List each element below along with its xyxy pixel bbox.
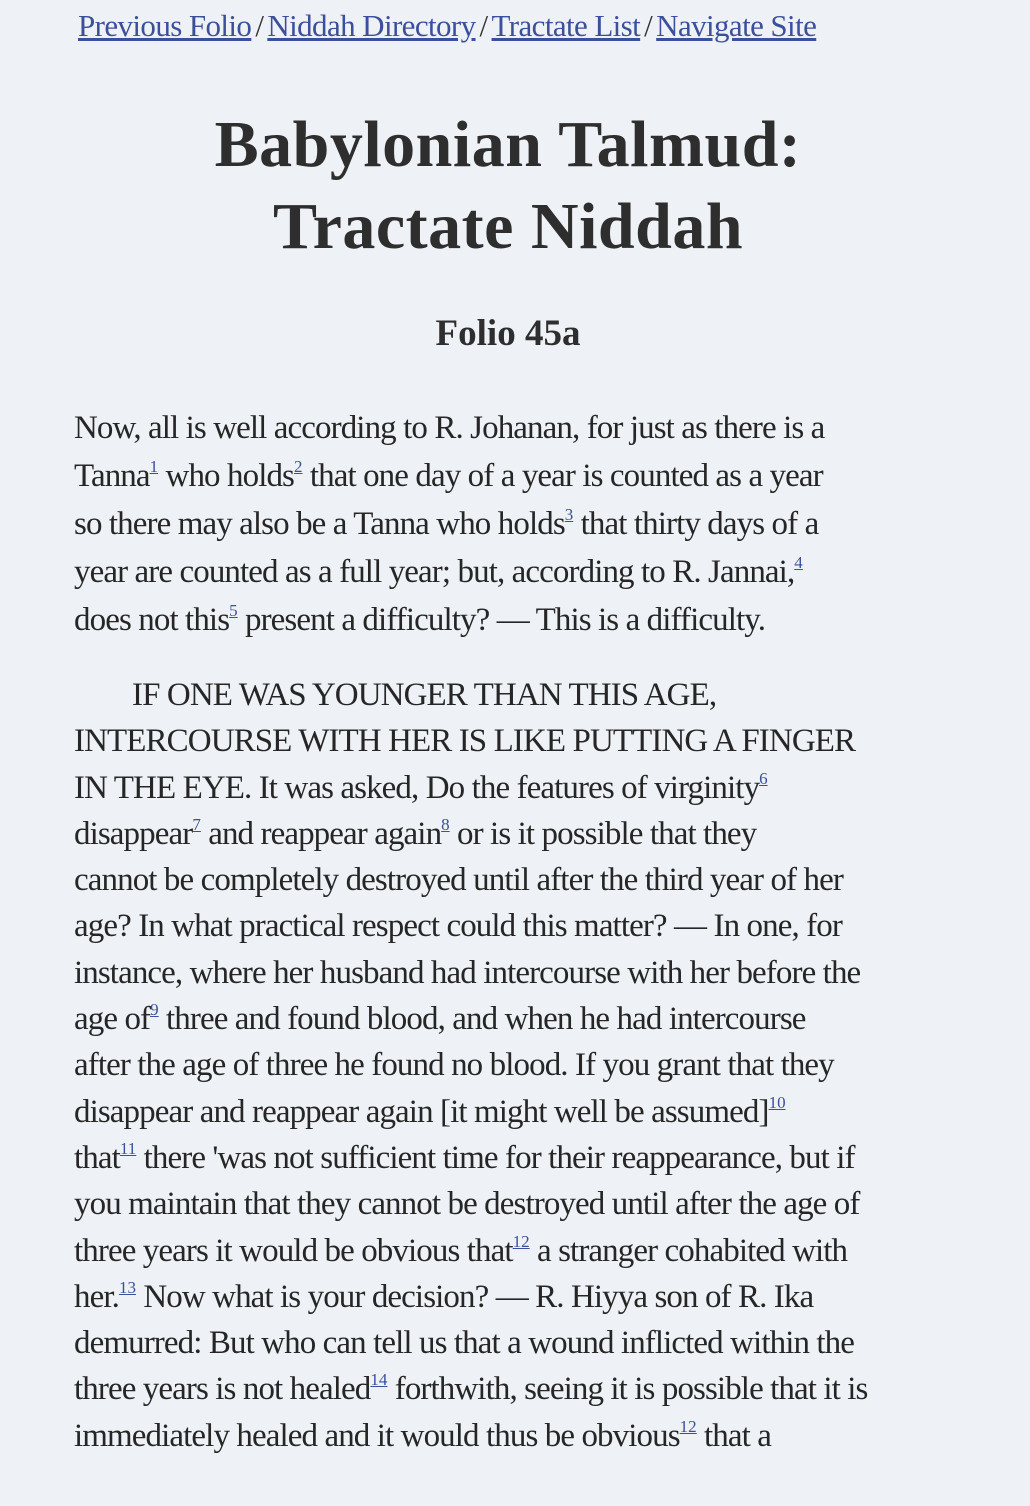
footnote-ref: [794, 553, 803, 572]
footnote-link[interactable]: 5: [229, 601, 238, 620]
text-line: [74, 500, 954, 548]
footnote-ref: [513, 1232, 530, 1251]
footnote-link[interactable]: 7: [192, 814, 201, 834]
text-line: [74, 548, 954, 596]
text-line: [74, 1228, 954, 1274]
text-segment: demurred: But who can tell us that a wound inflicted within the: [74, 1325, 855, 1362]
breadcrumb-nav: [78, 8, 816, 44]
footnote-ref: [150, 1000, 159, 1019]
text-segment: disappear: [74, 815, 193, 852]
text-line: [74, 857, 954, 903]
footnote-ref: [294, 457, 303, 476]
text-line: [74, 996, 954, 1042]
footnote-ref: [759, 769, 768, 788]
footnote-link[interactable]: 11: [119, 1138, 137, 1158]
footnote-ref: [229, 601, 238, 620]
text-line: [74, 1135, 954, 1181]
text-segment: age of: [74, 1001, 151, 1038]
text-segment: so there may also be a Tanna who holds: [74, 506, 565, 542]
footnote-ref: [150, 457, 159, 476]
text-line: [74, 1320, 954, 1366]
nav-separator: /: [479, 8, 488, 43]
text-segment: three years it would be obvious that: [74, 1232, 513, 1269]
text-segment: or is it possible that they: [449, 815, 757, 852]
niddah-directory-link[interactable]: Niddah Directory: [267, 8, 476, 43]
paragraph-2: [74, 672, 954, 1459]
footnote-link[interactable]: 12: [679, 1416, 697, 1436]
folio-heading: Folio 45a: [435, 313, 581, 354]
footnote-link[interactable]: 10: [768, 1092, 786, 1112]
text-line: [74, 1274, 954, 1320]
navigate-site-link[interactable]: Navigate Site: [656, 8, 817, 43]
previous-folio-link[interactable]: Previous Folio: [78, 8, 252, 43]
tractate-list-link[interactable]: Tractate List: [491, 8, 641, 43]
text-segment: that one day of a year is counted as a year: [302, 458, 823, 494]
text-segment: Now what is your decision? — R. Hiyya son of R. Ika: [135, 1278, 814, 1315]
text-segment: that thirty days of a: [573, 506, 819, 542]
nav-separator: /: [644, 8, 653, 43]
text-line: [74, 1366, 954, 1412]
text-segment: you maintain that they cannot be destroyed until after the age of: [74, 1186, 860, 1223]
text-segment: forthwith, seeing it is possible that it is: [387, 1371, 868, 1408]
footnote-link[interactable]: 6: [759, 768, 768, 788]
text-line: [74, 811, 954, 857]
footnote-link[interactable]: 13: [118, 1277, 136, 1297]
text-segment: Now, all is well according to R. Johanan, for just as there is a: [74, 410, 825, 446]
text-segment: her.: [74, 1278, 119, 1315]
text-segment: instance, where her husband had intercourse with her before the: [74, 954, 861, 991]
text-segment: and reappear again: [200, 815, 442, 852]
text-segment: who holds: [158, 458, 294, 494]
footnote-link[interactable]: 4: [794, 553, 803, 572]
text-segment: IF ONE WAS YOUNGER THAN THIS AGE,: [132, 677, 717, 713]
title-line-2: Tractate Niddah: [272, 190, 744, 263]
text-line: [74, 672, 954, 718]
page-title: [0, 104, 1016, 268]
footnote-ref: [769, 1093, 786, 1112]
text-line: [74, 950, 954, 996]
text-segment: age? In what practical respect could this matter? — In one, for: [74, 908, 842, 945]
footnote-link[interactable]: 2: [294, 457, 303, 476]
text-segment: does not this: [74, 602, 230, 638]
footnote-link[interactable]: 9: [150, 1000, 159, 1020]
text-segment: that: [74, 1139, 120, 1176]
text-segment: IN THE EYE. It was asked, Do the features of virginity: [74, 769, 760, 806]
text-line: [74, 903, 954, 949]
text-segment: Tanna: [74, 458, 150, 494]
title-line-1: Babylonian Talmud:: [214, 108, 802, 181]
footnote-ref: [119, 1278, 136, 1297]
text-segment: year are counted as a full year; but, according to R. Jannai,: [74, 554, 795, 590]
text-segment: INTERCOURSE WITH HER IS LIKE PUTTING A FINGER: [74, 723, 856, 760]
footnote-ref: [120, 1139, 136, 1158]
text-line: [74, 718, 954, 764]
nav-separator: /: [255, 8, 264, 43]
text-segment: after the age of three he found no blood. If you grant that they: [74, 1047, 834, 1084]
text-line: [74, 1089, 954, 1135]
text-line: [74, 765, 954, 811]
text-segment: immediately healed and it would thus be obvious: [74, 1417, 680, 1454]
text-line: [74, 404, 954, 452]
text-segment: cannot be completely destroyed until after the third year of her: [74, 862, 843, 899]
footnote-link[interactable]: 3: [564, 505, 574, 524]
text-line: [74, 452, 954, 500]
footnote-link[interactable]: 8: [441, 814, 450, 834]
text-line: [74, 596, 954, 644]
text-segment: there 'was not sufficient time for their reappearance, but if: [136, 1139, 855, 1176]
text-segment: three and found blood, and when he had intercourse: [158, 1001, 806, 1038]
footnote-ref: [370, 1370, 387, 1389]
footnote-link[interactable]: 12: [512, 1231, 530, 1251]
text-line: [74, 1413, 954, 1459]
text-segment: that a: [696, 1417, 772, 1454]
footnote-ref: [680, 1417, 697, 1436]
footnote-ref: [441, 815, 450, 834]
footnote-link[interactable]: 1: [149, 457, 159, 476]
text-line: [74, 1181, 954, 1227]
footnote-link[interactable]: 14: [370, 1370, 388, 1390]
text-segment: present a difficulty? — This is a difficulty.: [237, 602, 766, 638]
text-line: [74, 1042, 954, 1088]
footnote-ref: [565, 505, 574, 524]
text-segment: three years is not healed: [74, 1371, 371, 1408]
text-segment: a stranger cohabited with: [529, 1232, 848, 1269]
footnote-ref: [192, 815, 201, 834]
text-segment: disappear and reappear again [it might well be assumed]: [74, 1093, 769, 1130]
paragraph-1: [74, 404, 954, 644]
